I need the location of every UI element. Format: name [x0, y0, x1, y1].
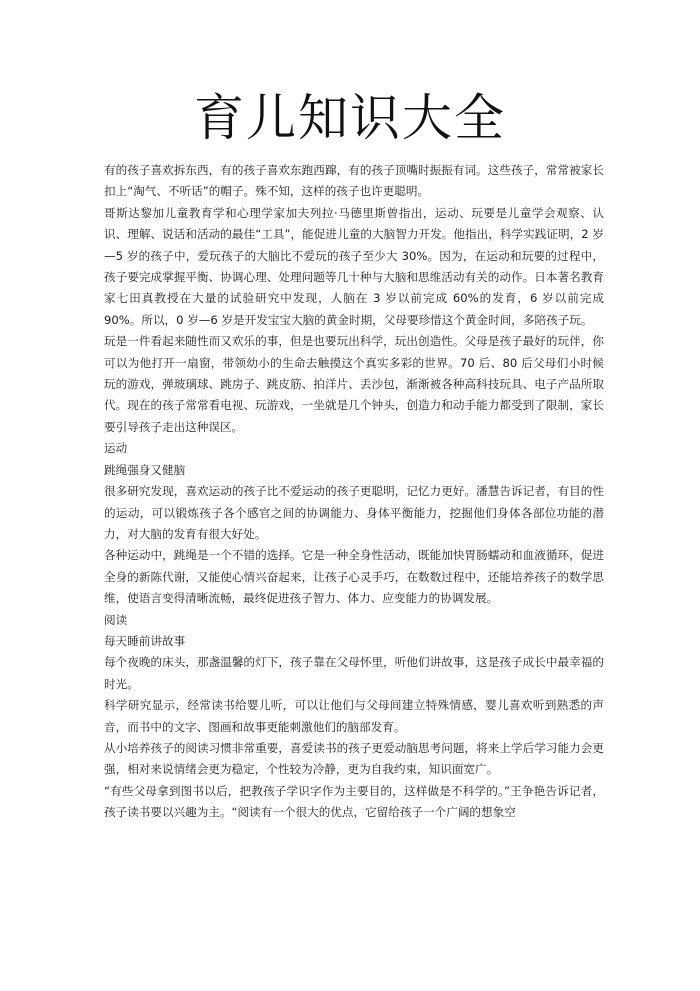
subheading-jump-rope: 跳绳强身又健脑: [104, 462, 186, 477]
paragraph-expert-quote: 哥斯达黎加儿童教育学和心理学家加夫列拉·马德里斯曾指出，运动、玩要是儿童学会观察、认识、理解、说话和活动的最佳“工具”，能促进儿童的大脑智力开发。他指出，科学实践证明，2 岁—5 岁的孩子中，爱玩孩子的大脑比不爱玩的孩子至少大 30%。因为，在运动和玩要的过程中，孩子要完成掌握平衡、协调心理、处理问题等几十种与大脑和思维活动有关的动作。日本著名教育家七田真教授在大量的试验研究中发现，人脑在 3 岁以前完成 60%的发育，6 岁以前完成 90%。所以，0 岁—6 岁是开发宝宝大脑的黄金时期，父母要珍惜这个黄金时间，多陪孩子玩。: [104, 205, 604, 327]
paragraph-reading-research: 科学研究显示，经常读书给婴儿听，可以让他们与父母间建立特殊情感，婴儿喜欢听到熟悉的声音，而书中的文字、图画和故事更能刺激他们的脑部发育。: [104, 698, 604, 734]
page-title: 育儿知识大全: [194, 89, 506, 147]
paragraph-bedtime: 每个夜晚的床头，那盏温馨的灯下，孩子靠在父母怀里，听他们讲故事，这是孩子成长中最幸福的时光。: [104, 655, 604, 691]
paragraph-expert-reading: “有些父母拿到图书以后，把教孩子学识字作为主要目的，这样做是不科学的。”王争艳告诉记者，孩子读书要以兴趣为主。“阅读有一个很大的优点，它留给孩子一个广阔的想象空: [104, 783, 604, 820]
paragraph-reading-habit: 从小培养孩子的阅读习惯非常重要，喜爱读书的孩子更爱动脑思考问题，将来上学后学习能力会更强，相对来说情绪会更为稳定，个性较为冷静，更为自我约束，知识面宽广。: [104, 740, 604, 777]
paragraph-play-science: 玩是一件看起来随性而又欢乐的事，但是也要玩出科学，玩出创造性。父母是孩子最好的玩伴，你可以为他打开一扇窗，带领幼小的生命去触摸这个真实多彩的世界。70 后、80 后父母们小时候玩的游戏，弹玻璃球、跳房子、跳皮筋、拍洋片、丢沙包，渐渐被各种高科技玩具、电子产品所取代。现在的孩子常常看电视、玩游戏，一坐就是几个钟头，创造力和动手能力都受到了限制，家长要引导孩子走出这种误区。: [104, 334, 604, 434]
section-heading-sport: 运动: [104, 441, 128, 456]
paragraph-sport-research: 很多研究发现，喜欢运动的孩子比不爱运动的孩子更聪明，记忆力更好。潘慧告诉记者，有目的性的运动，可以锻炼孩子各个感官之间的协调能力、身体平衡能力，挖掘他们身体各部位功能的潜力，对大脑的发育有很大好处。: [104, 484, 604, 541]
paragraph-jump-rope: 各种运动中，跳绳是一个不错的选择。它是一种全身性活动，既能加快胃肠蠕动和血液循环，促进全身的新陈代谢，又能使心情兴奋起来，让孩子心灵手巧，在数数过程中，还能培养孩子的数学思维，使语言变得清晰流畅，最终促进孩子智力、体力、应变能力的协调发展。: [104, 548, 604, 606]
article-body: [104, 160, 604, 824]
section-heading-reading: 阅读: [104, 612, 128, 627]
subheading-bedtime-story: 每天睡前讲故事: [104, 633, 186, 648]
paragraph-intro: 有的孩子喜欢拆东西，有的孩子喜欢东跑西蹿，有的孩子顶嘴时振振有词。这些孩子，常常被家长扣上“淘气、不听话”的帽子。殊不知，这样的孩子也许更聪明。: [104, 163, 604, 199]
